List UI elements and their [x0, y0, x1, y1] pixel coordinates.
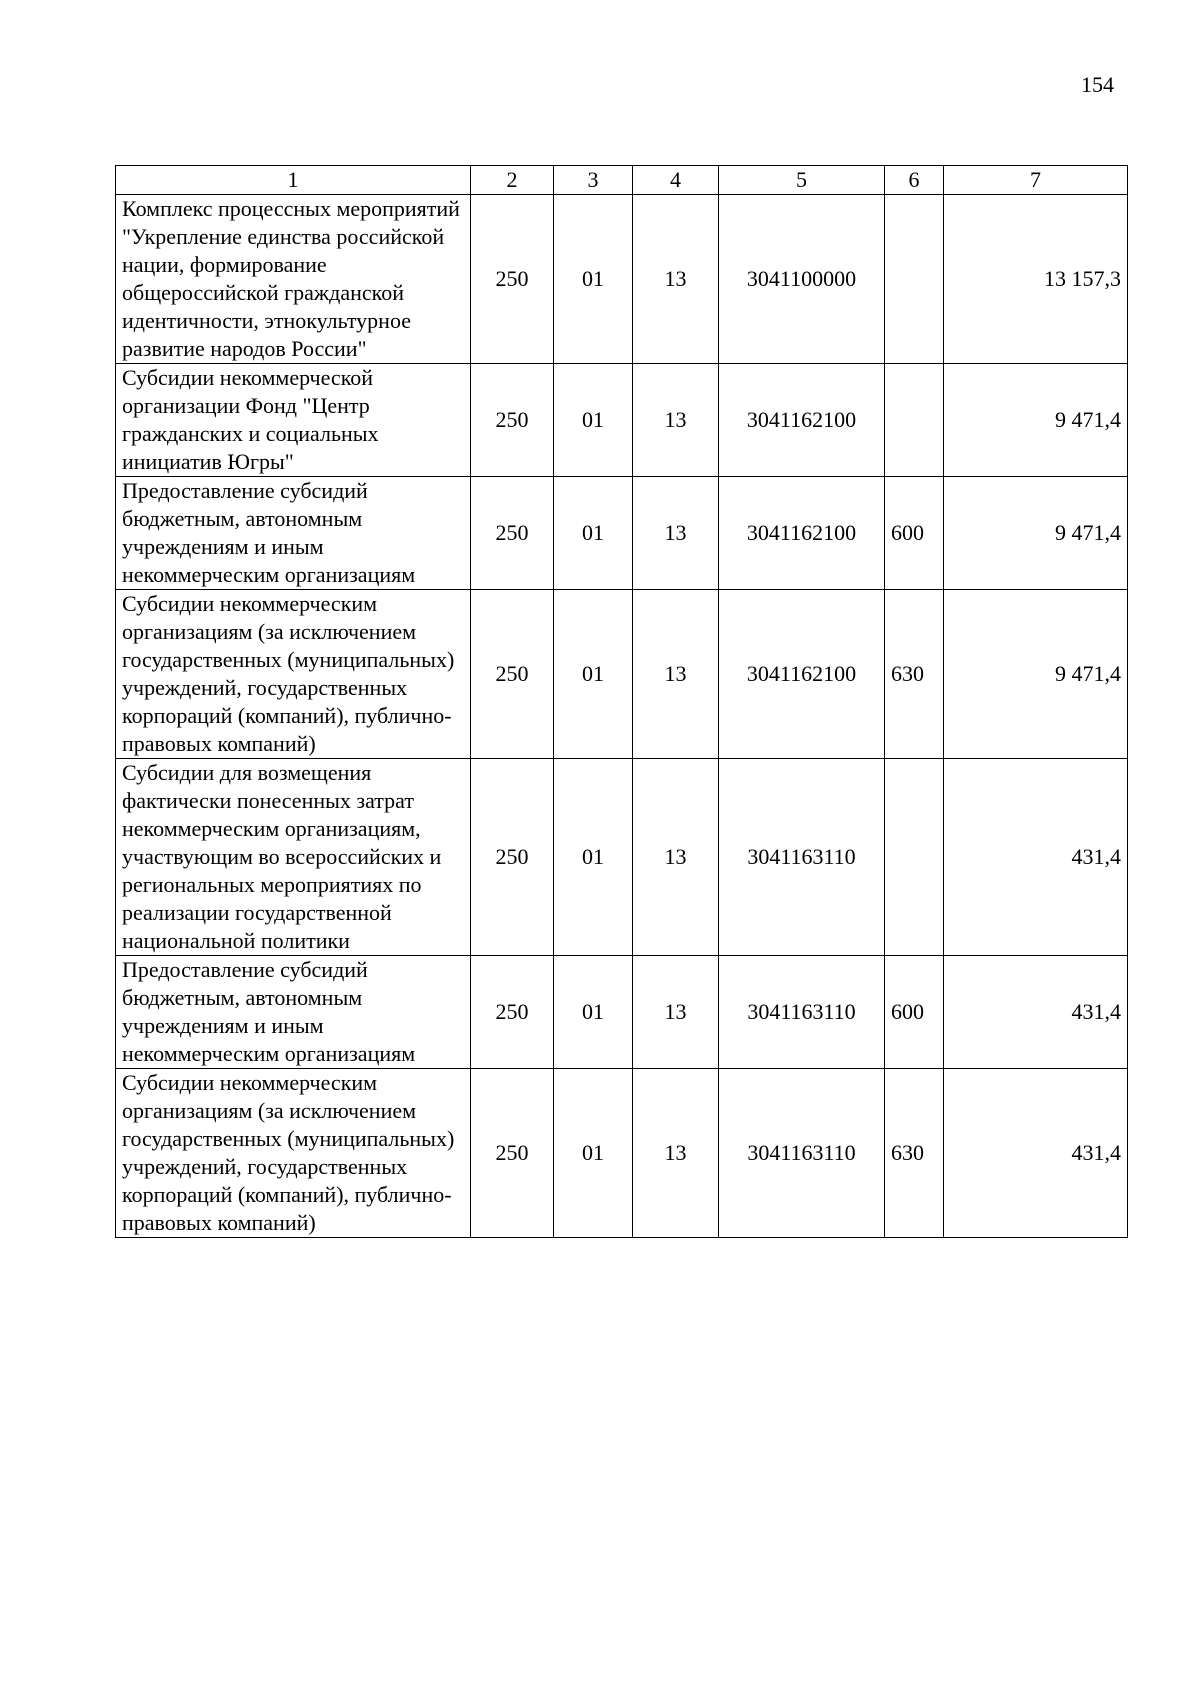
- budget-table: [115, 165, 1128, 1238]
- cell-col6: 630: [885, 590, 944, 759]
- column-header: 4: [633, 166, 719, 195]
- cell-col7: 9 471,4: [944, 590, 1128, 759]
- cell-col4: 13: [633, 364, 719, 477]
- cell-col7: 9 471,4: [944, 364, 1128, 477]
- cell-col3: 01: [554, 956, 633, 1069]
- page-number: 154: [1081, 72, 1114, 97]
- cell-col2: 250: [471, 759, 554, 956]
- cell-col2: 250: [471, 364, 554, 477]
- cell-col6: 600: [885, 477, 944, 590]
- cell-col4: 13: [633, 956, 719, 1069]
- column-header: 7: [944, 166, 1128, 195]
- table-row: [116, 590, 1128, 759]
- cell-col5: 3041162100: [719, 590, 885, 759]
- cell-col3: 01: [554, 590, 633, 759]
- cell-col5: 3041163110: [719, 1069, 885, 1238]
- cell-col2: 250: [471, 195, 554, 364]
- cell-col4: 13: [633, 590, 719, 759]
- cell-col6: [885, 195, 944, 364]
- row-name-cell: Субсидии некоммерческой организации Фонд "Центр гражданских и социальных инициатив Югры": [116, 364, 471, 477]
- cell-col2: 250: [471, 477, 554, 590]
- cell-col4: 13: [633, 195, 719, 364]
- table-row: [116, 956, 1128, 1069]
- table-header-row: [116, 166, 1128, 195]
- cell-col5: 3041100000: [719, 195, 885, 364]
- cell-col3: 01: [554, 364, 633, 477]
- cell-col3: 01: [554, 1069, 633, 1238]
- cell-col5: 3041162100: [719, 364, 885, 477]
- cell-col4: 13: [633, 477, 719, 590]
- cell-col4: 13: [633, 1069, 719, 1238]
- row-name-cell: Предоставление субсидий бюджетным, автономным учреждениям и иным некоммерческим организациям: [116, 956, 471, 1069]
- cell-col5: 3041163110: [719, 956, 885, 1069]
- cell-col6: [885, 364, 944, 477]
- cell-col5: 3041163110: [719, 759, 885, 956]
- cell-col2: 250: [471, 1069, 554, 1238]
- cell-col7: 13 157,3: [944, 195, 1128, 364]
- cell-col7: 431,4: [944, 1069, 1128, 1238]
- table-row: [116, 477, 1128, 590]
- table-row: [116, 1069, 1128, 1238]
- table-row: [116, 759, 1128, 956]
- column-header: 3: [554, 166, 633, 195]
- cell-col3: 01: [554, 759, 633, 956]
- cell-col6: 630: [885, 1069, 944, 1238]
- cell-col3: 01: [554, 477, 633, 590]
- cell-col2: 250: [471, 590, 554, 759]
- cell-col4: 13: [633, 759, 719, 956]
- cell-col7: 9 471,4: [944, 477, 1128, 590]
- column-header: 6: [885, 166, 944, 195]
- cell-col6: 600: [885, 956, 944, 1069]
- row-name-cell: Субсидии для возмещения фактически понесенных затрат некоммерческим организациям, участвующим во всероссийских и региональных мероприятиях по реализации государственной национальной политики: [116, 759, 471, 956]
- row-name-cell: Субсидии некоммерческим организациям (за исключением государственных (муниципальных) учреждений, государственных корпораций (компаний), публично-правовых компаний): [116, 590, 471, 759]
- cell-col6: [885, 759, 944, 956]
- column-header: 2: [471, 166, 554, 195]
- cell-col5: 3041162100: [719, 477, 885, 590]
- cell-col7: 431,4: [944, 759, 1128, 956]
- row-name-cell: Предоставление субсидий бюджетным, автономным учреждениям и иным некоммерческим организациям: [116, 477, 471, 590]
- table-row: [116, 364, 1128, 477]
- cell-col3: 01: [554, 195, 633, 364]
- row-name-cell: Комплекс процессных мероприятий "Укрепление единства российской нации, формирование общероссийской гражданской идентичности, этнокультурное развитие народов России": [116, 195, 471, 364]
- cell-col2: 250: [471, 956, 554, 1069]
- row-name-cell: Субсидии некоммерческим организациям (за исключением государственных (муниципальных) учреждений, государственных корпораций (компаний), публично-правовых компаний): [116, 1069, 471, 1238]
- column-header: 5: [719, 166, 885, 195]
- table-row: [116, 195, 1128, 364]
- column-header: 1: [116, 166, 471, 195]
- cell-col7: 431,4: [944, 956, 1128, 1069]
